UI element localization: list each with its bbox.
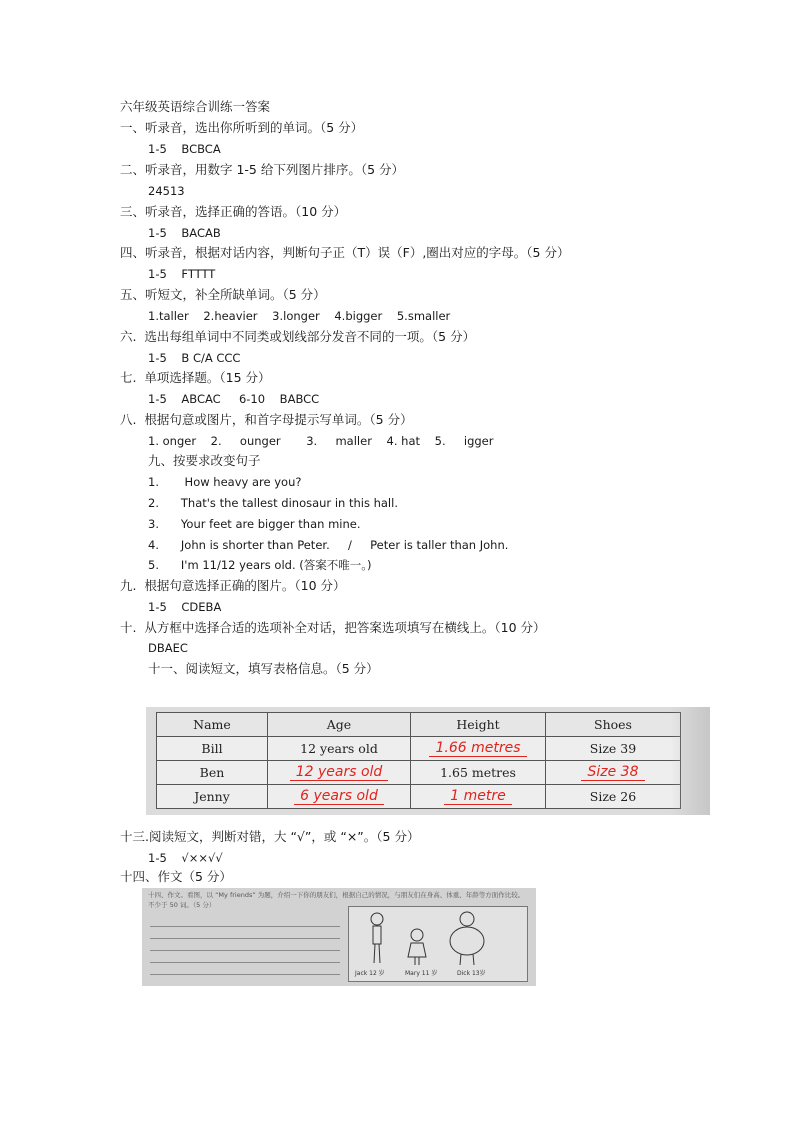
section-answer: 1.taller 2.heavier 3.longer 4.bigger 5.smaller [148, 309, 451, 323]
section-heading: 六. 选出每组单词中不同类或划线部分发音不同的一项。（5 分） [120, 329, 476, 344]
table-cell: Jenny [157, 785, 268, 809]
table-cell-handwritten [268, 785, 411, 809]
table-cell: Size 26 [546, 785, 681, 809]
section-answer: 1-5 BCBCA [148, 142, 221, 156]
kids-illustration-icon [349, 907, 527, 969]
table-header: Age [268, 713, 411, 737]
list-item: 1. How heavy are you? [148, 475, 302, 489]
section-heading: 十一、阅读短文，填写表格信息。（5 分） [148, 661, 379, 676]
section-heading: 十四、作文（5 分） [120, 869, 232, 884]
section-heading: 四、听录音，根据对话内容，判断句子正（T）误（F）,圈出对应的字母。（5 分） [120, 245, 570, 260]
document-title: 六年级英语综合训练一答案 [120, 99, 271, 114]
table-cell: Size 39 [546, 737, 681, 761]
section-heading: 三、听录音，选择正确的答语。（10 分） [120, 204, 347, 219]
writing-line [150, 962, 340, 963]
list-item: 2. That's the tallest dinosaur in this hall. [148, 496, 398, 510]
section-answer: 1-5 ABCAC 6-10 BABCC [148, 392, 320, 406]
handwritten-answer: 12 years old [290, 764, 389, 781]
photo-shadow [670, 707, 710, 815]
list-item: 4. John is shorter than Peter. / Peter is taller than John. [148, 538, 509, 552]
list-item: 3. Your feet are bigger than mine. [148, 517, 361, 531]
table-row [157, 761, 681, 785]
section-answer: 1. onger 2. ounger 3. maller 4. hat 5. igger [148, 434, 494, 448]
table-header: Name [157, 713, 268, 737]
caption-mary: Mary 11 岁 [405, 970, 438, 977]
composition-photo [142, 888, 536, 986]
table-row [157, 737, 681, 761]
section-answer: 1-5 √××√√ [148, 851, 223, 865]
caption-dick: Dick 13岁 [457, 970, 486, 977]
table-cell: 1.65 metres [411, 761, 546, 785]
section-answer: 1-5 BACAB [148, 226, 221, 240]
composition-picture [348, 906, 528, 982]
handwritten-answer: 1 metre [444, 788, 511, 805]
table-row [157, 785, 681, 809]
section-heading: 八. 根据句意或图片，和首字母提示写单词。（5 分） [120, 412, 413, 427]
table-cell-handwritten [268, 761, 411, 785]
table-photo [146, 707, 710, 815]
section-answer: 24513 [148, 184, 185, 198]
table-cell: 12 years old [268, 737, 411, 761]
section-heading: 十三.阅读短文，判断对错，大 “√”，或 “×”。（5 分） [120, 829, 420, 844]
handwritten-answer: Size 38 [581, 764, 644, 781]
writing-line [150, 974, 340, 975]
section-heading: 一、听录音，选出你所听到的单词。（5 分） [120, 120, 364, 135]
writing-line [150, 938, 340, 939]
caption-jack: Jack 12 岁 [355, 970, 385, 977]
list-item: 5. I'm 11/12 years old. (答案不唯一。) [148, 558, 372, 572]
table-cell: Ben [157, 761, 268, 785]
section-answer: 1-5 CDEBA [148, 600, 222, 614]
handwritten-answer: 6 years old [294, 788, 384, 805]
section-heading: 五、听短文，补全所缺单词。（5 分） [120, 287, 326, 302]
table-cell-handwritten [411, 737, 546, 761]
table-header: Height [411, 713, 546, 737]
table-header: Shoes [546, 713, 681, 737]
section-heading: 七. 单项选择题。（15 分） [120, 370, 271, 385]
section-heading: 十. 从方框中选择合适的选项补全对话，把答案选项填写在横线上。（10 分） [120, 620, 546, 635]
writing-line [150, 950, 340, 951]
section-answer: 1-5 FTTTT [148, 267, 216, 281]
info-table [156, 712, 681, 809]
section-answer: 1-5 B C/A CCC [148, 351, 241, 365]
section-heading: 九. 根据句意选择正确的图片。（10 分） [120, 578, 346, 593]
writing-line [150, 926, 340, 927]
table-cell: Bill [157, 737, 268, 761]
section-heading: 九、按要求改变句子 [148, 453, 261, 468]
composition-prompt: 十四、作文。看图，以 “My friends” 为题，介绍一下你的朋友们，根据自己的情况，与朋友们在身高、体重、年龄等方面作比较。不少于 50 词。（5 分） [148, 891, 525, 909]
table-cell-handwritten [546, 761, 681, 785]
section-heading: 二、听录音，用数字 1-5 给下列图片排序。（5 分） [120, 162, 405, 177]
handwritten-answer: 1.66 metres [429, 740, 526, 757]
table-cell-handwritten [411, 785, 546, 809]
section-answer: DBAEC [148, 641, 188, 655]
